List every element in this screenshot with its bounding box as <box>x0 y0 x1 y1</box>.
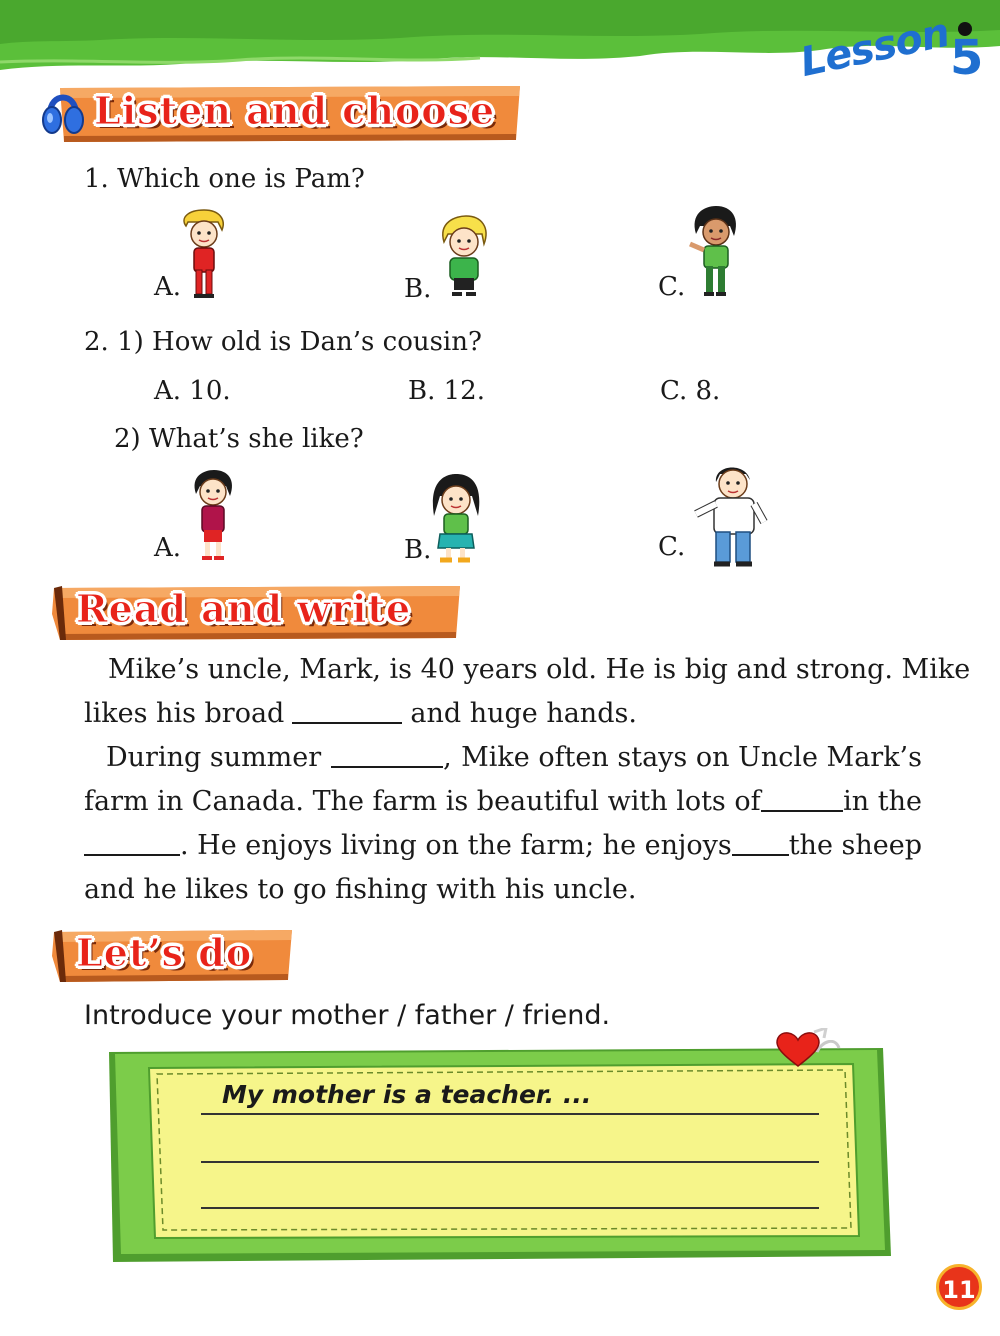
long-hair-girl-figure <box>428 472 484 566</box>
reading-passage <box>84 648 971 912</box>
girl-green-top-figure <box>438 214 490 300</box>
passage-text: in the <box>843 786 922 817</box>
answer-blank-3[interactable] <box>761 780 844 812</box>
answer-blank-2[interactable] <box>331 736 443 768</box>
question-2-1: 2. 1) How old is Dan’s cousin? <box>84 327 482 357</box>
passage-text: . He enjoys living on the farm; he enjoys <box>180 830 732 861</box>
q2-1-option-b[interactable]: B. 12. <box>408 376 485 406</box>
page-number-badge: 11 <box>936 1264 982 1310</box>
passage-group <box>331 736 452 780</box>
short-girl-figure <box>190 468 236 564</box>
q2-1-option-a[interactable]: A. 10. <box>154 376 231 406</box>
listen-banner-title: Listen and choose <box>94 88 496 133</box>
passage-text: and huge hands. <box>410 698 637 729</box>
passage-line-3 <box>84 736 922 780</box>
q2-1-option-c[interactable]: C. 8. <box>660 376 721 406</box>
board-example-text: My mother is a teacher. ... <box>222 1080 592 1109</box>
passage-text: likes his broad <box>84 698 285 729</box>
heart-icon <box>774 1028 830 1068</box>
q2-2-option-b[interactable]: B. <box>404 535 432 565</box>
q1-option-b[interactable]: B. <box>404 274 432 304</box>
do-banner <box>48 926 294 986</box>
writing-board <box>105 1040 895 1266</box>
read-banner <box>48 582 462 644</box>
answer-blank-5[interactable] <box>732 824 789 856</box>
do-instruction: Introduce your mother / father / friend. <box>84 1000 611 1031</box>
q1-option-c[interactable]: C. <box>658 272 686 302</box>
question-2-2: 2) What’s she like? <box>114 424 364 454</box>
girl-red-dress-figure <box>178 208 230 302</box>
passage-text: During summer <box>106 742 322 773</box>
passage-line-6 <box>84 868 922 912</box>
lesson-number: 5 <box>950 30 984 86</box>
passage-text: Mike’s uncle, Mark, is 40 years old. He is big and strong. Mike <box>108 654 971 685</box>
answer-blank-1[interactable] <box>292 692 402 724</box>
passage-text: and he likes to go fishing with his uncle. <box>84 874 637 905</box>
passage-comma: , <box>443 742 452 773</box>
question-1: 1. Which one is Pam? <box>84 164 365 194</box>
passage-line-5 <box>84 824 922 868</box>
lesson-word: Lesson <box>796 9 953 87</box>
boy-white-shirt-figure <box>688 460 772 570</box>
passage-line-2 <box>84 692 922 736</box>
girl-dark-hair-figure <box>686 204 742 298</box>
headphones-icon <box>40 84 86 140</box>
q1-option-a[interactable]: A. <box>154 272 182 302</box>
passage-text: the sheep <box>788 830 922 861</box>
q2-2-option-a[interactable]: A. <box>154 533 182 563</box>
passage-text: farm in Canada. The farm is beautiful with lots of <box>84 786 761 817</box>
passage-group <box>84 824 732 868</box>
q2-2-option-c[interactable]: C. <box>658 532 686 562</box>
passage-text: Mike often stays on Uncle Mark’s <box>461 742 922 773</box>
passage-line-1 <box>84 648 971 692</box>
read-banner-title: Read and write <box>76 586 412 631</box>
do-banner-title: Let’s do <box>76 930 253 975</box>
answer-blank-4[interactable] <box>84 824 180 856</box>
listen-banner <box>40 84 522 144</box>
passage-group <box>106 736 452 780</box>
passage-line-4 <box>84 780 922 824</box>
